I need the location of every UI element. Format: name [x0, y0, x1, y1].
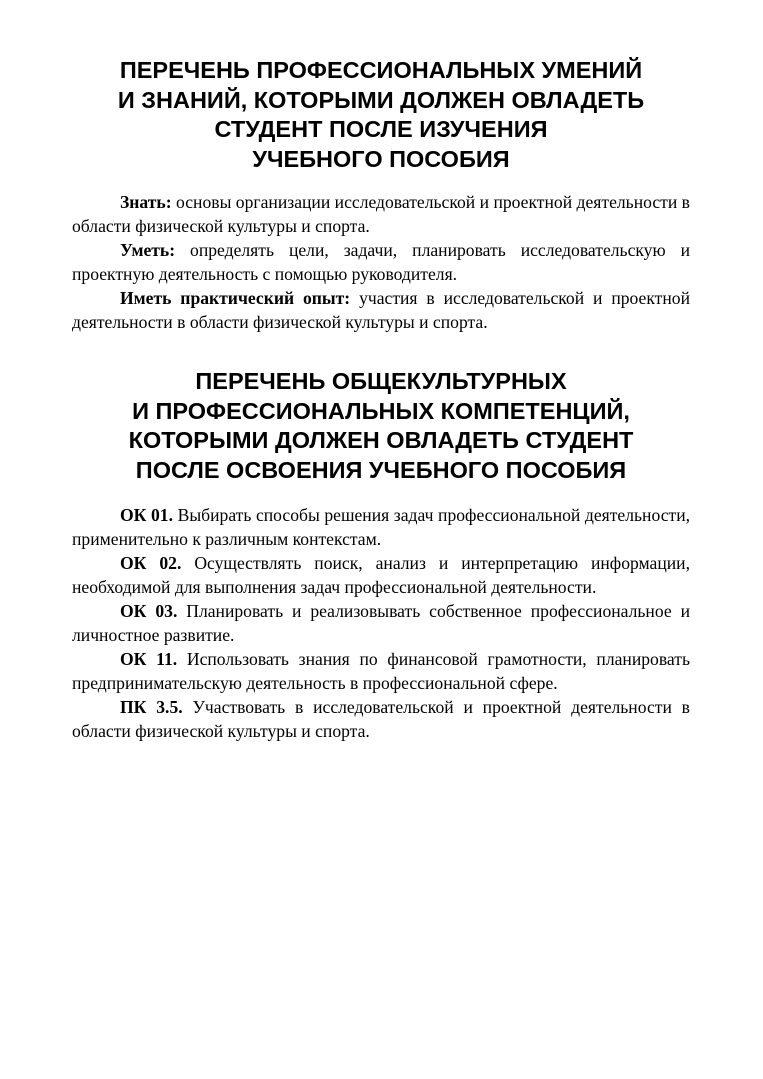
experience-paragraph: [72, 286, 690, 334]
heading-line: ПЕРЕЧЕНЬ ОБЩЕКУЛЬТУРНЫХ: [195, 368, 567, 394]
heading-line: КОТОРЫМИ ДОЛЖЕН ОВЛАДЕТЬ СТУДЕНТ: [128, 427, 634, 453]
competencies-heading: [72, 367, 690, 485]
competency-code: ОК 02.: [120, 553, 182, 573]
know-text: основы организации исследовательской и проектной деятельности в области физической культуры и спорта.: [72, 192, 690, 236]
competency-code: ПК 3.5.: [120, 697, 183, 717]
document-page: [72, 0, 690, 743]
heading-line: И ПРОФЕССИОНАЛЬНЫХ КОМПЕТЕНЦИЙ,: [132, 397, 630, 424]
competency-text: Использовать знания по финансовой грамотности, планировать предпринимательскую деятельность в профессиональной сфере.: [72, 649, 690, 693]
skills-knowledge-heading: [72, 56, 690, 174]
heading-line: И ЗНАНИЙ, КОТОРЫМИ ДОЛЖЕН ОВЛАДЕТЬ: [117, 86, 645, 113]
experience-text: участия в исследовательской и проектной деятельности в области физической культуры и спорта.: [72, 288, 690, 332]
can-text: определять цели, задачи, планировать исследовательскую и проектную деятельность с помощью руководителя.: [72, 240, 690, 284]
know-label: Знать:: [120, 192, 172, 212]
heading-line: УЧЕБНОГО ПОСОБИЯ: [252, 145, 510, 172]
competency-ok01: [72, 503, 690, 551]
competency-ok02: [72, 551, 690, 599]
experience-label: Иметь практический опыт:: [120, 288, 351, 308]
know-paragraph: [72, 190, 690, 238]
competency-code: ОК 01.: [120, 505, 174, 525]
heading-line: ПЕРЕЧЕНЬ ПРОФЕССИОНАЛЬНЫХ УМЕНИЙ: [119, 57, 643, 83]
competency-ok11: [72, 647, 690, 695]
competency-text: Осуществлять поиск, анализ и интерпретацию информации, необходимой для выполнения задач профессиональной деятельности.: [72, 553, 690, 597]
competency-pk35: [72, 695, 690, 743]
competency-text: Участвовать в исследовательской и проектной деятельности в области физической культуры и спорта.: [72, 697, 690, 741]
competency-code: ОК 11.: [120, 649, 178, 669]
competency-text: Планировать и реализовывать собственное профессиональное и личностное развитие.: [72, 601, 690, 645]
competency-code: ОК 03.: [120, 601, 178, 621]
skills-knowledge-section: [72, 190, 690, 334]
competency-text: Выбирать способы решения задач профессиональной деятельности, применительно к различным контекстам.: [72, 505, 691, 549]
heading-line: ПОСЛЕ ОСВОЕНИЯ УЧЕБНОГО ПОСОБИЯ: [135, 456, 627, 483]
competency-ok03: [72, 599, 690, 647]
can-paragraph: [72, 238, 690, 286]
heading-line: СТУДЕНТ ПОСЛЕ ИЗУЧЕНИЯ: [214, 116, 548, 142]
competencies-section: [72, 503, 690, 743]
can-label: Уметь:: [120, 240, 176, 260]
